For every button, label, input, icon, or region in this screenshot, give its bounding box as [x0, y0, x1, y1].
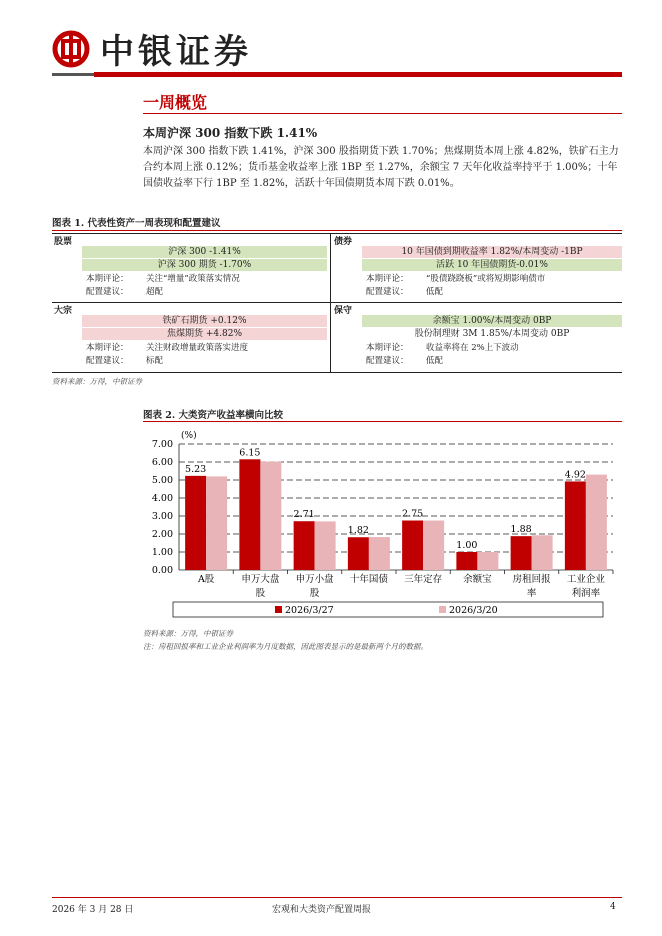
comment-value: 收益率将在 2%上下波动 — [426, 343, 519, 353]
asset-performance-band: 活跃 10 年国债期货-0.01% — [362, 259, 622, 271]
header-rule-red — [94, 72, 622, 77]
table-center-divider — [330, 233, 331, 372]
comment-row — [86, 342, 248, 354]
advice-row — [86, 355, 163, 367]
bar-2026/3/20 — [315, 521, 336, 570]
quadrant-title: 债券 — [334, 237, 353, 247]
y-tick-label: 3.00 — [151, 511, 173, 522]
comment-value: “股债跷跷板”或将短期影响债市 — [426, 274, 546, 284]
footer-rule — [52, 897, 622, 898]
comment-label: 本期评论： — [366, 274, 409, 284]
bar-2026/3/27 — [348, 537, 369, 570]
bar-2026/3/20 — [532, 535, 553, 570]
advice-label: 配置建议： — [366, 287, 409, 297]
quadrant-title: 保守 — [334, 306, 353, 316]
figure2-source: 资料来源：万得，中银证券 — [143, 629, 233, 638]
x-tick-label: 十年国债 — [349, 574, 388, 585]
advice-row — [366, 355, 443, 367]
asset-performance-band: 股份制理财 3M 1.85%/本周变动 0BP — [414, 329, 570, 339]
asset-performance-band: 焦煤期货 +4.82% — [82, 328, 327, 340]
advice-label: 配置建议： — [86, 356, 129, 366]
bar-2026/3/27 — [294, 521, 315, 570]
figure1-rule — [52, 230, 622, 231]
asset-performance-band: 铁矿石期货 +0.12% — [82, 315, 327, 327]
section-rule — [143, 113, 622, 114]
x-tick-label: 股 — [309, 588, 320, 599]
bar-2026/3/27 — [511, 536, 532, 570]
brand-name: 中银证券 — [100, 32, 252, 72]
y-tick-label: 4.00 — [151, 493, 173, 504]
data-label: 2.75 — [402, 508, 424, 520]
figure1-source: 资料来源：万得，中银证券 — [52, 377, 142, 386]
page-number: 4 — [610, 902, 616, 912]
headline: 本周沪深 300 指数下跌 1.41% — [143, 126, 318, 140]
x-tick-label: 余额宝 — [463, 574, 492, 585]
x-tick-label: 申万大盘 — [241, 574, 280, 585]
figure1-title: 图表 1. 代表性资产一周表现和配置建议 — [52, 218, 221, 229]
figure2-note: 注：房租回报率和工业企业利润率为月度数据，因此图表显示的是最新两个月的数据。 — [143, 642, 428, 651]
advice-value: 超配 — [146, 287, 164, 297]
y-tick-label: 5.00 — [151, 475, 173, 486]
returns-bar-chart — [143, 426, 622, 622]
advice-row — [86, 286, 163, 298]
y-tick-label: 1.00 — [151, 547, 173, 558]
advice-value: 标配 — [146, 356, 164, 366]
x-tick-label: 利润率 — [571, 588, 601, 599]
bar-2026/3/20 — [260, 462, 281, 570]
x-tick-label: 房租回报 — [512, 574, 551, 585]
bar-2026/3/27 — [239, 459, 260, 570]
data-label: 1.00 — [456, 540, 478, 551]
data-label: 2.71 — [293, 509, 315, 521]
summary-paragraph: 本周沪深 300 指数下跌 1.41%，沪深 300 股指期货下跌 1.70%；焦煤期货本周上涨 4.82%，铁矿石主力合约本周上涨 0.12%；货币基金收益率上涨 1BP 至 1.27%，余额宝 7 天年化收益率持平于 1.00%；十年国债收益率下行 1BP 至 1.82%，活跃十年国债期货本周下跌 0.01%。 — [143, 146, 619, 189]
y-tick-label: 6.00 — [151, 457, 173, 468]
bar-2026/3/27 — [185, 476, 206, 570]
figure2-title: 图表 2. 大类资产收益率横向比较 — [143, 410, 284, 421]
bar-2026/3/20 — [477, 552, 498, 570]
y-tick-label: 2.00 — [151, 529, 173, 540]
bar-2026/3/27 — [565, 481, 586, 570]
footer-title: 宏观和大类资产配置周报 — [272, 905, 372, 915]
data-label: 6.15 — [239, 447, 261, 459]
advice-value: 低配 — [426, 287, 444, 297]
quadrant-title: 股票 — [54, 237, 73, 247]
comment-row — [366, 342, 519, 354]
boc-logo-icon — [52, 30, 90, 68]
advice-label: 配置建议： — [86, 287, 129, 297]
table-bottom-border — [52, 372, 622, 373]
bar-2026/3/27 — [402, 521, 423, 571]
y-tick-label: 7.00 — [151, 439, 173, 450]
bar-2026/3/20 — [369, 537, 390, 570]
x-tick-label: 申万小盘 — [295, 574, 334, 585]
y-axis-label: (%) — [181, 431, 197, 441]
data-label: 1.82 — [347, 525, 369, 537]
comment-label: 本期评论： — [366, 343, 409, 353]
asset-performance-band: 10 年国债到期收益率 1.82%/本周变动 -1BP — [362, 246, 622, 258]
comment-label: 本期评论： — [86, 343, 129, 353]
advice-value: 低配 — [426, 356, 444, 366]
x-tick-label: 率 — [526, 588, 537, 599]
x-tick-label: 工业企业 — [566, 574, 605, 585]
comment-value: 关注“增量”政策落实情况 — [146, 274, 240, 284]
asset-performance-band: 沪深 300 -1.41% — [82, 246, 327, 258]
header-rule-dark — [52, 73, 94, 76]
footer-date: 2026 年 3 月 28 日 — [52, 905, 134, 915]
data-label: 5.23 — [185, 463, 207, 475]
asset-performance-band: 余额宝 1.00%/本周变动 0BP — [362, 315, 622, 327]
section-title: 一周概览 — [143, 93, 208, 112]
bar-2026/3/27 — [456, 552, 477, 570]
legend-swatch — [439, 606, 446, 613]
quadrant-title: 大宗 — [54, 306, 73, 316]
comment-value: 关注财政增量政策落实进度 — [146, 343, 249, 353]
comment-row — [86, 273, 240, 285]
advice-row — [366, 286, 443, 298]
figure2-rule — [143, 421, 622, 422]
advice-label: 配置建议： — [366, 356, 409, 366]
x-tick-label: A股 — [197, 574, 215, 585]
y-tick-label: 0.00 — [151, 565, 173, 576]
legend-label: 2026/3/20 — [449, 605, 498, 616]
x-tick-label: 股 — [255, 588, 266, 599]
asset-performance-band: 沪深 300 期货 -1.70% — [82, 259, 327, 271]
data-label: 1.88 — [510, 524, 532, 536]
legend-label: 2026/3/27 — [285, 605, 334, 616]
comment-row — [366, 273, 545, 285]
bar-2026/3/20 — [423, 521, 444, 571]
comment-label: 本期评论： — [86, 274, 129, 284]
legend-swatch — [275, 606, 282, 613]
x-tick-label: 三年定存 — [404, 574, 443, 585]
bar-2026/3/20 — [586, 475, 607, 570]
legend-box — [173, 602, 603, 617]
data-label: 4.92 — [564, 469, 586, 481]
bar-2026/3/20 — [206, 476, 227, 570]
